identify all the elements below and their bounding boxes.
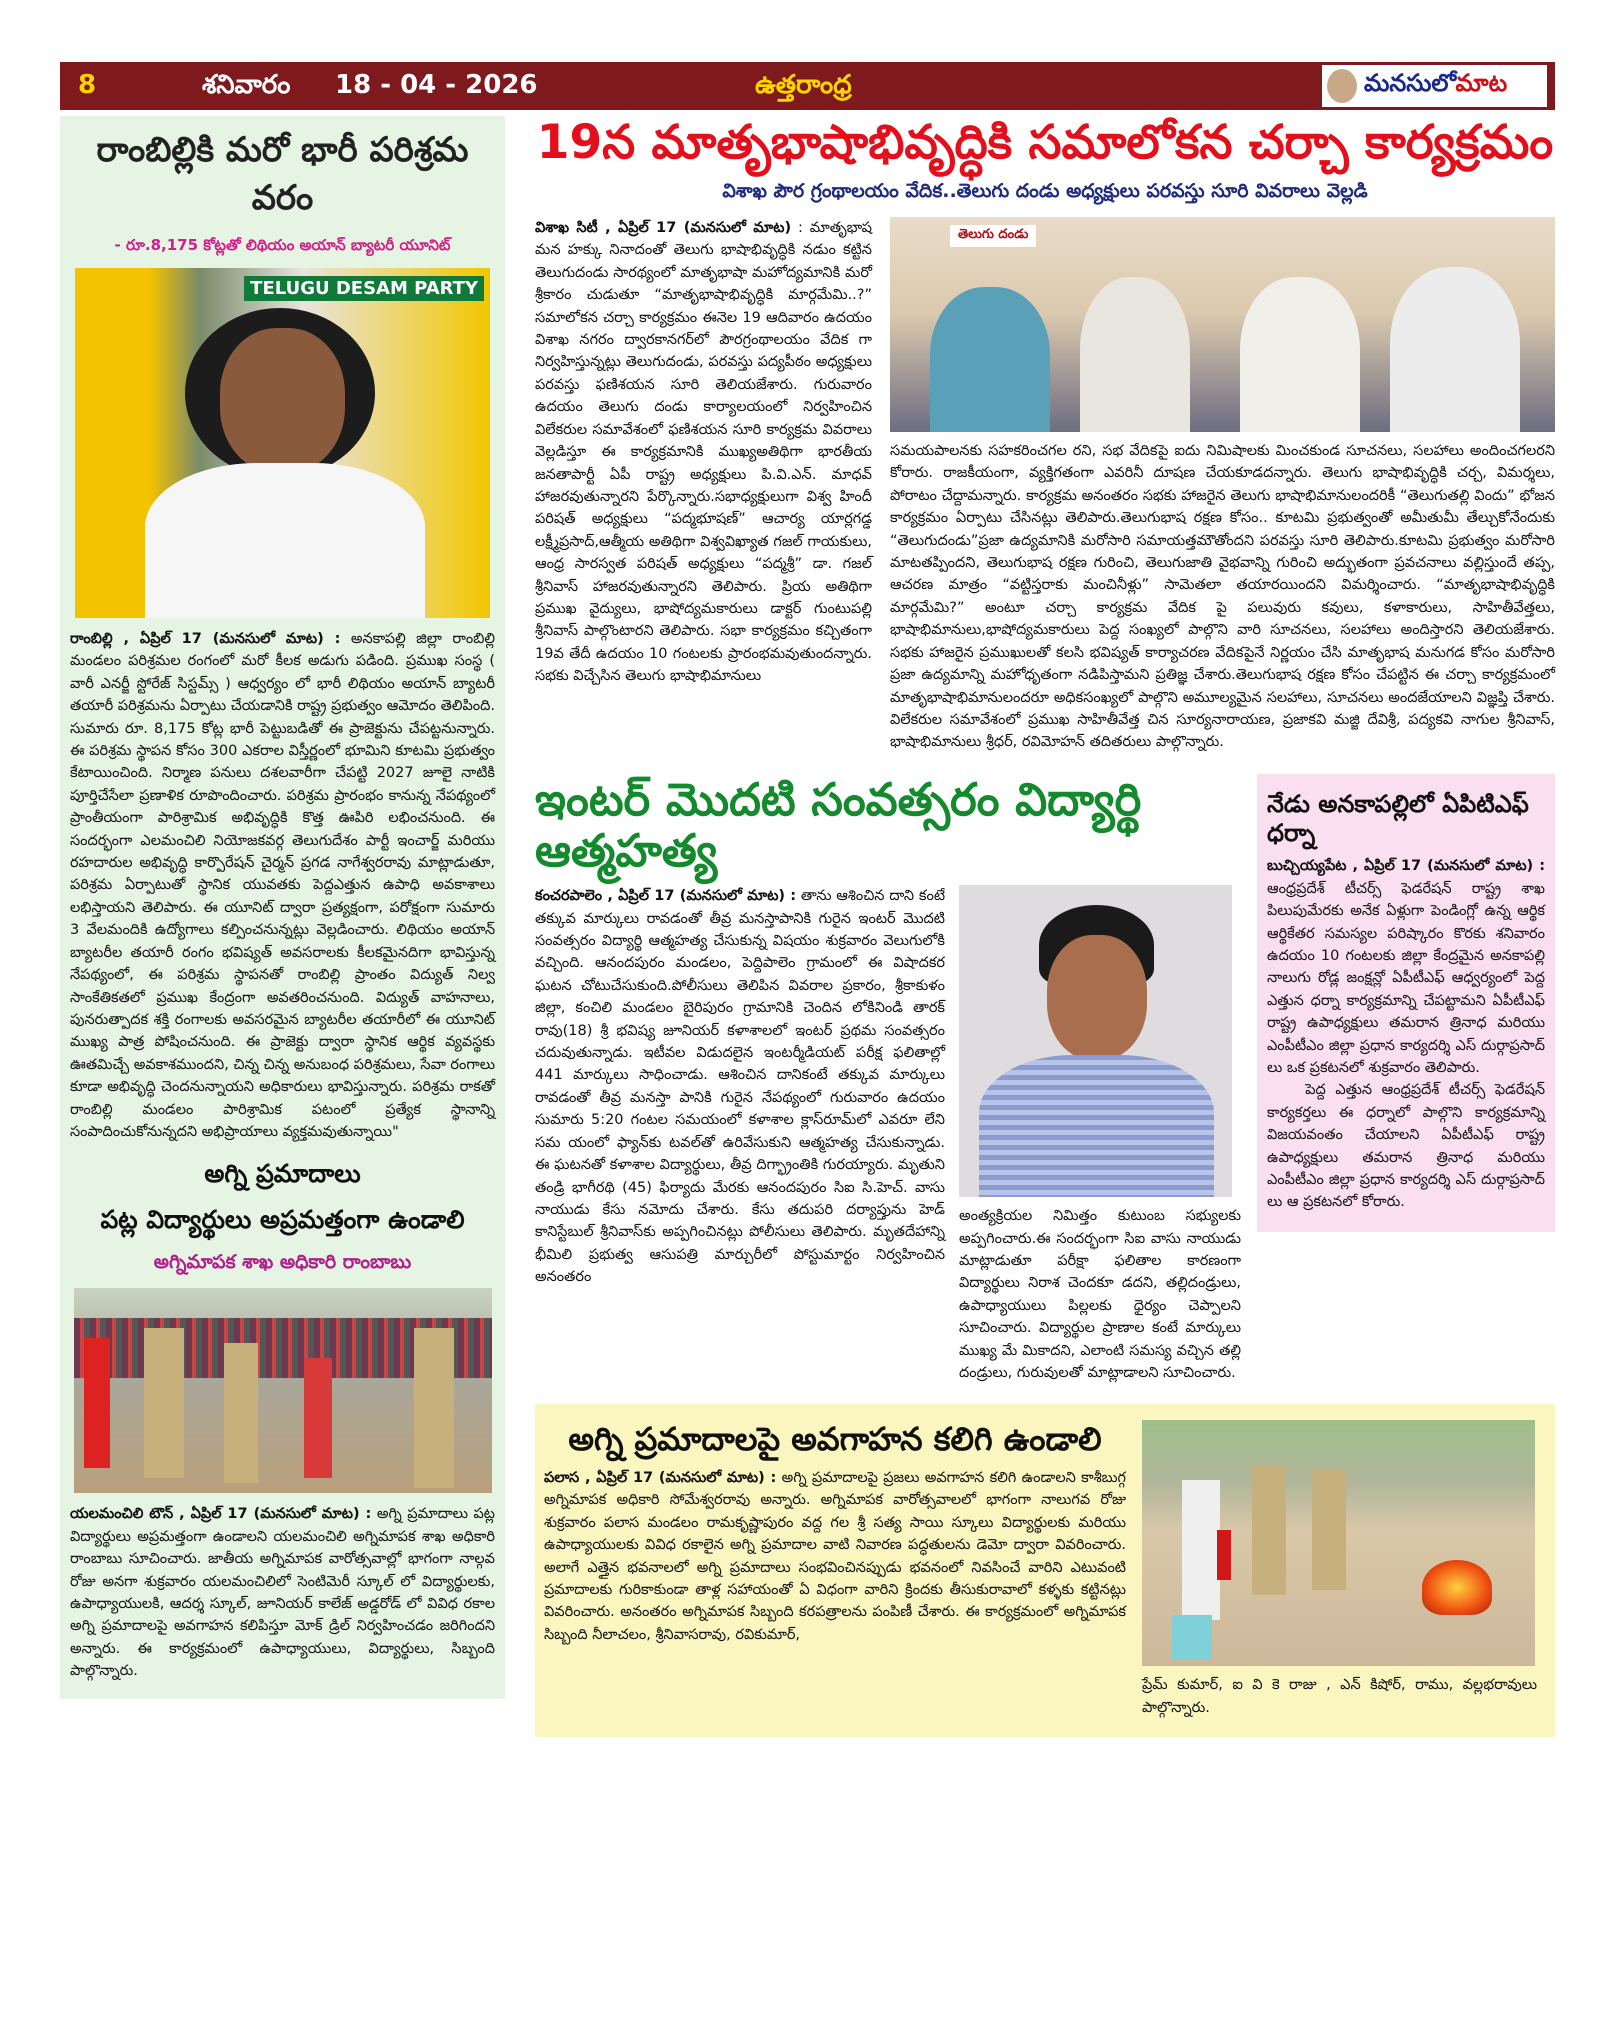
logo-text-accent: మాట — [1455, 69, 1508, 97]
fire-awareness-photo-block — [1142, 1420, 1537, 1719]
article-body — [1267, 855, 1545, 1214]
logo-text: మనసులో — [1364, 69, 1456, 97]
dateline: కంచరపాలెం , ఏప్రిల్ 17 (మనసులో మాట) : — [535, 888, 797, 905]
page-header — [60, 62, 1555, 110]
subhead: - రూ.8,175 కోట్లతో లిథియం అయాన్ బ్యాటరీ యూనిట్ — [114, 236, 451, 254]
student-story-columns — [535, 885, 1241, 1384]
headline: నేడు అనకాపల్లిలో ఏపిటిఎఫ్ ధర్నా — [1267, 789, 1529, 847]
aptf-story-box — [1257, 774, 1555, 1232]
second-story-row — [535, 774, 1555, 1385]
article-body — [535, 217, 872, 688]
article-text: తాను ఆశించిన దాని కంటే తక్కువ మార్కులు రావడంతో తీవ్ర మనస్తాపానికి గురైన ఇంటర్ మొదటి సంవత్సరం విద్యార్థి ఆత్మహత్య చేసుకున్న విషయం శుక్రవారం వెలుగులోకి వచ్చింది. ఆనందపురం మండలం, పెద్దిపాలెం గ్రామంలో ఈ విషాదకర ఘటన చోటుచేసుకుంది.పోలీసులు తెలిపిన వివరాల ప్రకారం, శ్రీకాకుళం జిల్లా, కంచిలి మండలం బైరిపురం గ్రామానికి చెందిన లోకినిండి తారక్ రావు(18) శ్రీ భవిష్య జూనియర్ కళాశాలలో ఇంటర్ ప్రథమ సంవత్సరం చదువుతున్నాడు. ఇటీవల విడుదలైన ఇంటర్మీడియట్ పరీక్ష ఫలితాల్లో 441 మార్కులు సాధించాడు. ఆశించిన దానికంటే తక్కువ మార్కులు రావడంతో తీవ్ర మనస్తా పానికి గురైన నేపథ్యంలో గురువారం ఉదయం సుమారు 5:20 గంటల సమయంలో కళాశాల క్లాస్‌రూమ్‌లో ఎవరూ లేని సమ యంలో ఫ్యాన్‌కు టవల్‌తో ఉరివేసుకుని ఆత్మహత్య చేసుకున్నాడు. ఈ ఘటనతో కళాశాల విద్యార్థులు, తీవ్ర దిగ్భ్రాంతికి గురయ్యారు. మృతుని తండ్రి భాగీరథి (45) ఫిర్యాదు మేరకు ఆనందపురం సిఐ సి.హెచ్. వాసు నాయుడు కేసు నమోదు చేశారు. కేసు తదుపరి దర్యాప్తును హెడ్ కానిస్టేబుల్ శ్రీనివాస్‌కు అప్పగించినట్లు పోలీసులు తెలిపారు. మృతదేహాన్ని భీమిలి ప్రభుత్వ ఆసుపత్రి మార్చురీలో పోస్టుమార్టం నిర్వహించిన అనంతరం — [535, 888, 946, 1286]
student-photo — [959, 885, 1232, 1197]
fire-awareness-story — [544, 1420, 1126, 1646]
left-column — [60, 116, 505, 1699]
day: శనివారం — [202, 70, 291, 100]
article-text: : మాతృభాష మన హక్కు నినాదంతో తెలుగు భాషాభివృద్ధికి నడుం కట్టిన తెలుగుదండు సారథ్యంలో మాతృభాషా మహోద్యమానికి మరో శ్రీకారం చుడుతూ “మాతృభాషాభివృద్ధికి మార్గమేమి..?” సమాలోకన చర్చా కార్యక్రమం ఈనెల 19 ఆదివారం ఉదయం విశాఖ నగరం ద్వారకానగర్‌లో పౌరగ్రంథాలయం వేదిక గా నిర్వహిస్తున్నట్లు తెలుగుదండు, పరవస్తు పద్యపీఠం అధ్యక్షులు పరవస్తు ఫణిశయన సూరి తెలియజేశారు. గురువారం ఉదయం తెలుగు దండు కార్యాలయంలో నిర్వహించిన విలేకరుల సమావేశంలో ఫణిశయన సూరి కార్యక్రమ వివరాలు వెల్లడిస్తూ ఈ కార్యక్రమానికి ముఖ్యఅతిథిగా భారతీయ జనతాపార్టీ ఏపీ రాష్ట్ర అధ్యక్షులు పి.వి.ఎన్. మాధవ్ హాజరవుతున్నారని పేర్కొన్నారు.సభాధ్యక్షులుగా విశ్వ హిందీ పరిషత్ అధ్యక్షులు “పద్మభూషణ్” ఆచార్య యార్లగడ్డ లక్ష్మీప్రసాద్,ఆత్మీయ అతిథిగా విశ్వవిఖ్యాత గజల్ గాయకులు, ఆంధ్ర సారస్వత పరిషత్ అధ్యక్షులు “పద్మశ్రీ” డా. గజల్ శ్రీనివాస్ హాజరవుతున్నారని తెలిపారు. ప్రియ అతిథిగా ప్రముఖ వైద్యులు, భాషోద్యమకారులు డాక్టర్ గుంటుపల్లి శ్రీనివాస్ పాల్గొంటారని తెలిపారు. సభా కార్యక్రమం కచ్చితంగా 19వ తేదీ ఉదయం 10 గంటలకు ప్రారంభమవుతుందన్నారు. సభకు విచ్చేసిన తెలుగు భాషాభిమానులు — [535, 220, 873, 685]
article-text: అగ్ని ప్రమాదాలు పట్ల విద్యార్థులు అప్రమత్తంగా ఉండాలని యలమంచిలి అగ్నిమాపక శాఖ అధికారి రాంబాబు సూచించారు. జాతీయ అగ్నిమాపక వారోత్సవాల్లో భాగంగా నాల్గవ రోజు అనగా శుక్రవారం యలమంచిలిలో సెంటిమెరీ స్కూల్ లో విద్యార్థులకు, ఉపాధ్యాయులకి, ఆదర్శ స్కూల్, జూనియర్ కాలేజ్ అడ్డరోడ్ లో వివిధ రకాల అగ్ని ప్రమాదాలపై అవగాహన కలిపిస్తూ మోక్ డ్రిల్ నిర్వహించడం జరిగిందని అన్నారు. ఈ కార్యక్రమంలో ఉపాధ్యాయులు, విద్యార్థులు, సిబ్బంది పాల్గొన్నారు. — [70, 1506, 495, 1680]
news-photo-press-meet — [890, 217, 1555, 432]
student-story-right — [959, 885, 1241, 1384]
page-content — [60, 116, 1555, 1737]
logo-portrait-icon — [1327, 69, 1357, 103]
masthead-logo — [1322, 65, 1547, 107]
article-body — [70, 628, 495, 1143]
article-body — [70, 1503, 495, 1682]
section-name: ఉత్తరాంధ్ర — [755, 70, 852, 100]
headline: ఇంటర్ మొదటి సంవత్సరం విద్యార్థి ఆత్మహత్య — [535, 772, 1142, 878]
main-headline: 19న మాతృభాషాభివృద్ధికి సమాలోకన చర్చా కార్యక్రమం — [536, 115, 1554, 170]
photo-caption: ప్రేమ్ కుమార్, ఐ వి కె రాజు , ఎన్ కిషోర్, రాము, వల్లభరావులు పాల్గొన్నారు. — [1142, 1677, 1537, 1716]
article-body — [535, 885, 945, 1288]
fire-awareness-box — [535, 1404, 1555, 1737]
article-text: ఆంధ్రప్రదేశ్ టీచర్స్ ఫెడరేషన్ రాష్ట్ర శాఖ పిలుపుమేరకు అనేక ఏళ్లుగా పెండింగ్లో ఉన్న ఆర్థిక ఆర్థికేతర సమస్యల పరిష్కారం కొరకు శనివారం ఉదయం 10 గంటలకు జిల్లా కేంద్రమైన అనకాపల్లి నాలుగు రోడ్ల జంక్షన్లో ఏపీటీఎఫ్ ఆధ్వర్యంలో పెద్ద ఎత్తున ధర్నా కార్యక్రమాన్ని చేపట్టామని ఏపీటీఎఫ్ రాష్ట్ర ఉపాధ్యక్షులు తమరాన త్రినాధ మరియు ఎంపీటీఎం జిల్లా ప్రధాన కార్యదర్శి ఎస్ దుర్గాప్రసాద్ లు ఒక ప్రకటనలో శుక్రవారం తెలిపారు. — [1267, 880, 1545, 1076]
dateline: రాంబిల్లి , ఏప్రిల్ 17 (మనసులో మాట) : — [70, 631, 341, 647]
main-subhead: విశాఖ పౌర గ్రంథాలయం వేదిక..తెలుగు దండు అధ్యక్షులు పరవస్తు సూరి వివరాలు వెల్లడి — [722, 180, 1368, 203]
dateline: యలమంచిలి టౌన్ , ఏప్రిల్ 17 (మనసులో మాట) : — [70, 1506, 372, 1523]
banner-text: తెలుగు దండు — [950, 225, 1036, 247]
headline: రాంబిల్లికి మరో భారీ పరిశ్రమ వరం — [96, 130, 469, 218]
photo-banner-text: TELUGU DESAM PARTY — [244, 276, 484, 301]
dateline: బుచ్చియ్యపేట , ఏప్రిల్ 17 (మనసులో మాట) : — [1267, 858, 1545, 875]
headline: అగ్ని ప్రమాదాలపై అవగాహన కలిగి ఉండాలి — [568, 1420, 1102, 1459]
date: 18 - 04 - 2026 — [335, 70, 538, 100]
news-photo-fire-drill — [74, 1288, 492, 1493]
article-text: పెద్ద ఎత్తున ఆంధ్రప్రదేశ్ టీచర్స్ ఫెడరేషన్ కార్యకర్తలు ఈ ధర్నాలో పాల్గొని కార్యక్రమాన్ని విజయవంతం చేయాలని ఏపీటీఎఫ్ రాష్ట్ర ఉపాధ్యక్షులు తమరాన త్రినాధ మరియు ఎంపీటీఎం జిల్లా ప్రధాన కార్యదర్శి ఎస్ దుర్గాప్రసాద్ లు ఆ ప్రకటనలో కోరారు. — [1267, 1082, 1546, 1211]
subhead: అగ్నిమాపక శాఖ అధికారి రాంబాబు — [153, 1251, 412, 1274]
news-photo-fire-demo — [1142, 1420, 1535, 1666]
article-body-continued: అంత్యక్రియల నిమిత్తం కుటుంబ సభ్యులకు అప్పగించారు.ఈ సందర్భంగా సిఐ వాసు నాయుడు మాట్లాడుతూ పరీక్షా ఫలితాల కారణంగా విద్యార్థులు నిరాశ చెందకూ డదని, తల్లిదండ్రులు, ఉపాధ్యాయులు పిల్లలకు ధైర్యం చెప్పాలని సూచించారు. విద్యార్థుల ప్రాణాల కంటే మార్కులు ముఖ్య మే మికాదని, ఎలాంటి సమస్య వచ్చిన తల్లి దండ్రులు, గురువులతో మాట్లాడాలని సూచించారు. — [959, 1208, 1241, 1382]
right-column — [535, 116, 1555, 1737]
article-body — [544, 1467, 1126, 1646]
main-story-right — [890, 217, 1555, 754]
dateline: పలాస , ఏప్రిల్ 17 (మనసులో మాట) : — [544, 1469, 777, 1486]
dateline: విశాఖ సిటీ , ఏప్రిల్ 17 (మనసులో మాట) — [535, 220, 792, 237]
article-body-continued: సమయపాలనకు సహకరించగల రని, సభ వేదికపై ఐదు నిమిషాలకు మించకుండ సూచనలు, సలహాలు అందించగలరని కోరారు. రాజకీయంగా, వ్యక్తిగతంగా ఎవరినీ దూషణ చేయకూడదన్నారు. తెలుగు భాషాభివృద్ధికి చర్చ, విమర్శలు, పోరాటం చేద్దామన్నారు. కార్యక్రమ అనంతరం సభకు హాజరైన తెలుగు భాషాభిమానులందరికీ “తెలుగుతల్లి విందు” భోజన కార్యక్రమం ఏర్పాటు చేసినట్లు తెలిపారు.తెలుగుభాష రక్షణ కోసం.. కూటమి ప్రభుత్వంతో అమీతుమీ తేల్చుకోనేందుకు “తెలుగుదండు”ప్రజా ఉద్యమానికి మరోసారి సమాయత్తమౌతోందని పరవస్తు సూరి తెలిపారు.కూటమి ప్రభుత్వం మరోసారి మాటతప్పిందని, తెలుగుభాష రక్షణ గురించి, తెలుగుజాతి వైభవాన్ని గురించి అద్భుతంగా ప్రవచనాలు వల్లిస్తుందే తప్ప, ఆచరణ మాత్రం “వట్టిస్తరాకు మంచినీళ్లు” సామెతలా తయారయిందని విమర్శించారు. “మాతృభాషాభివృద్ధికి మార్గమేమి?” అంటూ చర్చా కార్యక్రమ వేదిక పై పలువురు కవులు, కళాకారులు, సాహితీవేత్తలు, భాషాభిమానులు,భాషోద్యమకారులు పెద్ద సంఖ్యలో పాల్గొని వారి సూచనలు, సలహాలు అందిస్తారని తెలియజేశారు. సభకు హాజరైన ప్రముఖులతో కలసి భవిష్యత్ కార్యాచరణ వేదికపైనే నిర్ణయం చేసి మాతృభాష మనుగడ కోసం మరోసారి ప్రజా ఉద్యమాన్ని మహోధృతంగా నడిపిస్తామని ప్రతిజ్ఞ చేశారు.తెలుగుభాష రక్షణ కోసం చేపట్టిన ఈ చర్చా కార్యక్రమంలో మాతృభాషాభిమానులందరూ అధికసంఖ్యలో పాల్గొని అమూల్యమైన సలహాలు, సూచనలు అందజేయాలని విజ్ఞప్తి చేశారు. విలేకరుల సమావేశంలో ప్రముఖ సాహితీవేత్త చిన సూర్యనారాయణ, ప్రజాకవి మజ్జి దేవిశ్రీ, పద్యకవి నాగుల శ్రీనివాస్, భాషాభిమానులు శ్రీధర్, రవిమోహన్ తదితరులు పాల్గొన్నారు. — [890, 443, 1555, 751]
news-photo-mla — [75, 268, 490, 618]
headline-line-2: పట్ల విద్యార్థులు అప్రమత్తంగా ఉండాలి — [100, 1205, 465, 1235]
main-story-row — [535, 217, 1555, 754]
article-text: అగ్ని ప్రమాదాలపై ప్రజలు అవగాహన కలిగి ఉండాలని కాశీబుగ్గ అగ్నిమాపక అధికారి సోమేశ్వరరావు అన్నారు. అగ్నిమాపక వారోత్సవాలలో భాగంగా నాలుగవ రోజు శుక్రవారం పలాస మండలం రామకృష్ణాపురం వద్ద గల శ్రీ సత్య సాయి స్కూలు విద్యార్థులకు మరియు ఉపాధ్యాయులకు వివిధ రకాలైన అగ్ని ప్రమాదాల వాటి నివారణ పద్ధతులను డెమో ద్వారా వివరించారు. అలాగే ఎత్తైన భవనాలలో అగ్ని ప్రమాదాలు సంభవించినప్పుడు భవనంలో నివసించే వారిని ఎటువంటి ప్రమాదాలకు గురికాకుండా తాళ్ల సహాయంతో ఏ విధంగా వారిని క్రిందకు తీసుకురావాలో కళ్ళకు కట్టినట్లు వివరించారు. అనంతరం అగ్నిమాపక సిబ్బంది కరపత్రాలను పంపిణీ చేశారు. ఈ కార్యక్రమంలో అగ్నిమాపక సిబ్బంది నీలాచలం, శ్రీనివాసరావు, రవికుమార్, — [544, 1469, 1127, 1643]
article-text: అనకాపల్లి జిల్లా రాంబిల్లి మండలం పరిశ్రమల రంగంలో మరో కీలక అడుగు పడింది. ప్రముఖ సంస్థ ( వారీ ఎనర్జీ స్టోరేజ్ సిస్టమ్స్ ) ఆధ్వర్యం లో భారీ లిథియం అయాన్ బ్యాటరీ తయారీ పరిశ్రమను ఏర్పాటు చేయడానికి రాష్ట్ర ప్రభుత్వం ఆమోదం తెలిపింది. సుమారు రూ. 8,175 కోట్ల భారీ పెట్టుబడితో ఈ ప్రాజెక్టును చేపట్టనున్నారు. ఈ పరిశ్రమ స్థాపన కోసం 300 ఎకరాల విస్తీర్ణంలో భూమిని కూటమి ప్రభుత్వం కేటాయించింది. నిర్మాణ పనులు దశలవారీగా చేపట్టి 2027 జూలై నాటికి పూర్తిచేసేలా ప్రణాళిక రూపొందించారు. పరిశ్రమ ప్రారంభం కానున్న నేపథ్యంలో ప్రాంతీయంగా పారిశ్రామిక అభివృద్ధికి కొత్త ఊపిరి లభించనుంది. ఈ సందర్భంగా ఎలమంచిలి నియోజకవర్గ తెలుగుదేశం పార్టీ ఇంచార్జ్ మరియు రహదారుల అభివృద్ధి కార్పొరేషన్ చైర్మన్ ప్రగడ నాగేశ్వరరావు మాట్లాడుతూ, పరిశ్రమ ఏర్పాటుతో స్థానిక యువతకు పెద్దఎత్తున ఉపాధి అవకాశాలు లభిస్తాయని తెలిపారు. ఈ యూనిట్ ద్వారా ప్రత్యక్షంగా, పరోక్షంగా సుమారు 3 వేలమందికి ఉద్యోగాలు కల్పించనున్నట్లు వెల్లడించారు. లిథియం అయాన్ బ్యాటరీల తయారీ రంగం భవిష్యత్ అవసరాలకు కీలకమైనదిగా భావిస్తున్న నేపథ్యంలో, ఈ పరిశ్రమ స్థాపనతో రాంబిల్లి ప్రాంతం విద్యుత్ నిల్వ సాంకేతికతలో ప్రముఖ కేంద్రంగా అవతరించనుంది. విద్యుత్ వాహనాలు, పునరుత్పాదక శక్తి రంగాలకు అవసరమైన బ్యాటరీల తయారీలో ఈ యూనిట్ ముఖ్య పాత్ర పోషించనుంది. ఈ ప్రాజెక్టు ద్వారా స్థానిక ఆర్థిక వ్యవస్థకు ఊతమిచ్చే అవకాశముందని, చిన్న చిన్న అనుబంధ పరిశ్రమలు, సేవా రంగాలు కూడా అభివృద్ధి చెందనున్నాయని అధికారులు భావిస్తున్నారు. పరిశ్రమ రాకతో రాంబిల్లి మండలం పారిశ్రామిక పటంలో ప్రత్యేక స్థానాన్ని సంపాదించుకోనున్నదని అభిప్రాయాలు వ్యక్తమవుతున్నాయి" — [70, 631, 496, 1140]
student-story — [535, 774, 1241, 1385]
page-number: 8 — [78, 70, 97, 100]
headline-line-1: అగ్ని ప్రమాదాలు — [204, 1159, 361, 1189]
